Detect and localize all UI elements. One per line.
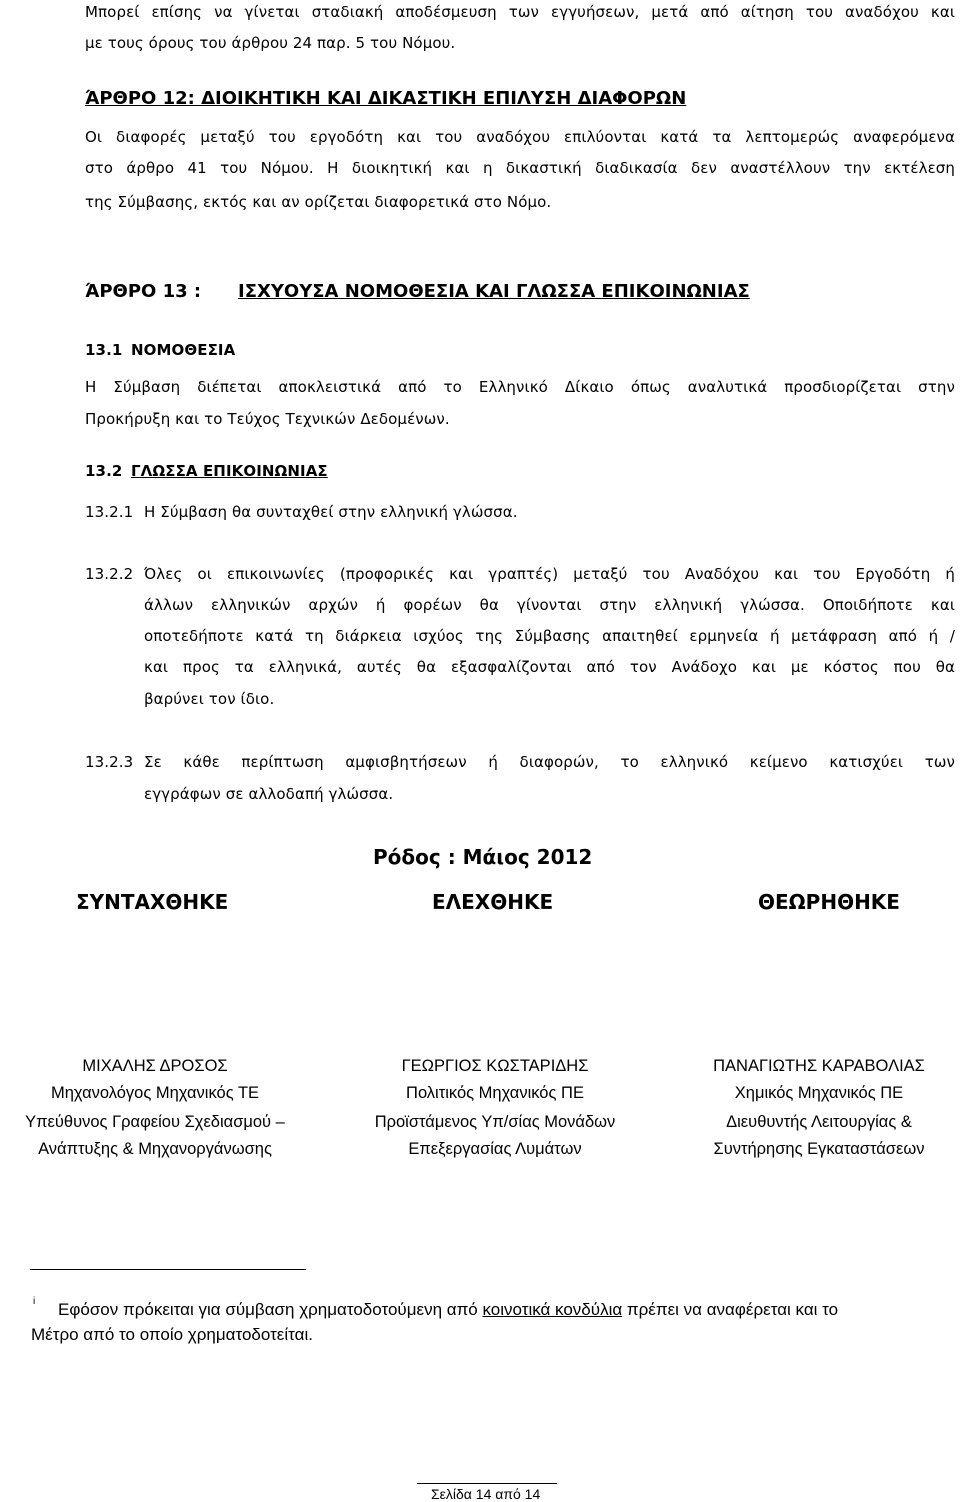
article-12-line-2: στο άρθρο 41 του Νόμου. Η διοικητική και η δικαστική διαδικασία δεν αναστέλλουν την εκτέλεση — [85, 159, 955, 177]
section-13-2-2-number: 13.2.2 — [85, 565, 134, 583]
article-12-line-3: της Σύμβασης, εκτός και αν ορίζεται διαφορετικά στο Νόμο. — [85, 193, 552, 211]
footnote-link: κοινοτικά κονδύλια — [482, 1300, 623, 1319]
page-number: Σελίδα 14 από 14 — [431, 1486, 541, 1502]
section-13-1-title: ΝΟΜΟΘΕΣΙΑ — [131, 341, 236, 359]
section-13-1-number: 13.1 — [85, 341, 123, 359]
footnote-text-a: Εφόσον πρόκειται για σύμβαση χρηματοδοτούμενη από — [58, 1300, 483, 1319]
intro-line-1: Μπορεί επίσης να γίνεται σταδιακή αποδέσμευση των εγγυήσεων, μετά από αίτηση του αναδόχου και — [85, 3, 955, 21]
signatory-position-1: Διευθυντής Λειτουργίας & — [726, 1113, 912, 1131]
section-13-2-2-line-2: άλλων ελληνικών αρχών ή φορέων θα γίνονται στην ελληνική γλώσσα. Οποιδήποτε και — [144, 596, 955, 614]
signatory-position-1: Προϊστάμενος Υπ/σίας Μονάδων — [374, 1113, 616, 1131]
article-12-line-1: Οι διαφορές μεταξύ του εργοδότη και του αναδόχου επιλύονται κατά τα λεπτομερώς αναφερόμενα — [85, 128, 955, 146]
section-13-2-title: ΓΛΩΣΣΑ ΕΠΙΚΟΙΝΩΝΙΑΣ — [131, 462, 328, 480]
intro-line-2: με τους όρους του άρθρου 24 παρ. 5 του Νόμου. — [85, 34, 456, 52]
section-13-2-number: 13.2 — [85, 462, 123, 480]
section-13-2-1-number: 13.2.1 — [85, 503, 134, 521]
signatory-role: Χημικός Μηχανικός ΠΕ — [734, 1084, 904, 1102]
signatory-role: Μηχανολόγος Μηχανικός ΤΕ — [50, 1084, 260, 1102]
footnote-text-b: πρέπει να αναφέρεται και το — [622, 1300, 839, 1319]
section-13-2-1-text: Η Σύμβαση θα συνταχθεί στην ελληνική γλώσσα. — [144, 503, 518, 521]
section-13-2-3-line-2: εγγράφων σε αλλοδαπή γλώσσα. — [144, 785, 394, 803]
signatory-position-2: Επεξεργασίας Λυμάτων — [408, 1140, 582, 1158]
footnote-line-2: Μέτρο από το οποίο χρηματοδοτείται. — [31, 1325, 313, 1344]
signatory-position-1: Υπεύθυνος Γραφείου Σχεδιασμού – — [25, 1113, 285, 1131]
section-13-2-2-line-3: οποτεδήποτε κατά τη διάρκεια ισχύος της Σύμβασης απαιτηθεί ερμηνεία ή μετάφραση από ή / — [144, 627, 955, 645]
signatory-name: ΜΙΧΑΛΗΣ ΔΡΟΣΟΣ — [82, 1057, 228, 1075]
sign-header-checked: ΕΛΕΧΘΗΚΕ — [432, 890, 554, 914]
sign-header-approved: ΘΕΩΡΗΘΗΚΕ — [758, 890, 900, 914]
article-12-heading: ΆΡΘΡΟ 12: ΔΙΟΙΚΗΤΙΚΗ ΚΑΙ ΔΙΚΑΣΤΙΚΗ ΕΠΙΛΥΣΗ ΔΙΑΦΟΡΩΝ — [85, 88, 687, 109]
place-date: Ρόδος : Μάιος 2012 — [373, 845, 593, 869]
section-13-1-line-1: Η Σύμβαση διέπεται αποκλειστικά από το Ελληνικό Δίκαιο όπως αναλυτικά προσδιορίζεται στην — [85, 378, 955, 396]
section-13-2-3-line-1: Σε κάθε περίπτωση αμφισβητήσεων ή διαφορών, το ελληνικό κείμενο κατισχύει των — [144, 753, 955, 771]
section-13-2-2-line-5: βαρύνει τον ίδιο. — [144, 690, 275, 708]
footnote-line-1 — [58, 1300, 838, 1320]
signatory-left — [0, 1053, 310, 1163]
section-13-1-line-2: Προκήρυξη και το Τεύχος Τεχνικών Δεδομένων. — [85, 410, 450, 428]
footnote-marker: i — [33, 1296, 36, 1307]
signatory-center — [340, 1053, 650, 1163]
footer-rule — [417, 1483, 557, 1484]
signatory-position-2: Ανάπτυξης & Μηχανοργάνωσης — [38, 1140, 272, 1158]
section-13-2-2-line-1: Όλες οι επικοινωνίες (προφορικές και γραπτές) μεταξύ του Αναδόχου και του Εργοδότη ή — [144, 565, 955, 583]
article-13-title: ΙΣΧΥΟΥΣΑ ΝΟΜΟΘΕΣΙΑ ΚΑΙ ΓΛΩΣΣΑ ΕΠΙΚΟΙΝΩΝΙΑΣ — [238, 281, 750, 302]
signatory-name: ΠΑΝΑΓΙΩΤΗΣ ΚΑΡΑΒΟΛΙΑΣ — [713, 1057, 925, 1075]
section-13-2-2-line-4: και προς τα ελληνικά, αυτές θα εξασφαλίζονται από τον Ανάδοχο και με κόστος που θα — [144, 658, 955, 676]
article-13-label: ΆΡΘΡΟ 13 : — [85, 281, 202, 302]
footnote-separator — [30, 1269, 306, 1270]
signatory-name: ΓΕΩΡΓΙΟΣ ΚΩΣΤΑΡΙΔΗΣ — [401, 1057, 589, 1075]
signatory-position-2: Συντήρησης Εγκαταστάσεων — [713, 1140, 925, 1158]
sign-header-drafted: ΣΥΝΤΑΧΘΗΚΕ — [76, 890, 229, 914]
signatory-right — [678, 1053, 960, 1163]
signatory-role: Πολιτικός Μηχανικός ΠΕ — [406, 1084, 584, 1102]
section-13-2-3-number: 13.2.3 — [85, 753, 134, 771]
